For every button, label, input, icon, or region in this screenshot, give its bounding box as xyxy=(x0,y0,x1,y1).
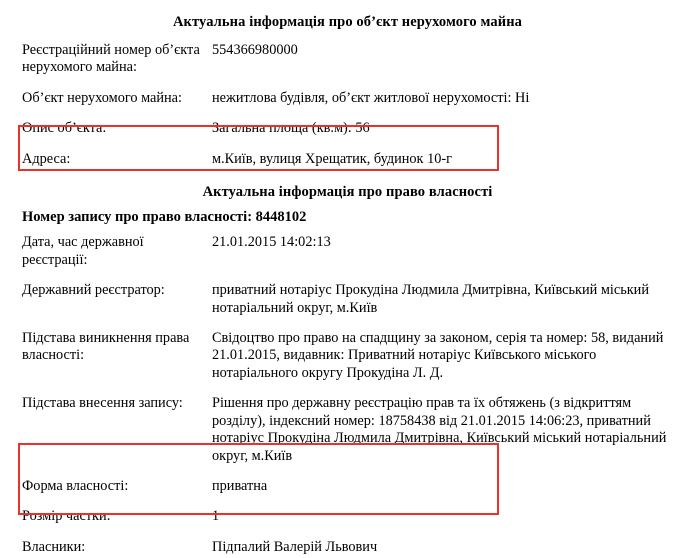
field-label: Державний реєстратор: xyxy=(22,282,165,299)
table-row xyxy=(22,394,673,467)
row-spacer xyxy=(22,109,673,119)
field-label: Об’єкт нерухомого майна: xyxy=(22,89,183,106)
field-label: Реєстраційний номер об’єкта нерухомого майна: xyxy=(22,42,200,76)
row-spacer xyxy=(22,271,673,281)
field-value: 1 xyxy=(212,508,220,525)
section-title-property: Актуальна інформація про об’єкт нерухомого майна xyxy=(172,14,522,30)
table-row xyxy=(22,41,673,79)
field-value: м.Київ, вулиця Хрещатик, будинок 10-г xyxy=(212,150,452,167)
row-spacer xyxy=(22,528,673,538)
field-value: 554366980000 xyxy=(212,42,298,58)
field-label: Розмір частки: xyxy=(22,508,111,525)
ownership-record-number xyxy=(22,209,673,226)
table-row xyxy=(22,281,673,319)
field-label: Власники: xyxy=(22,538,86,555)
table-row xyxy=(22,89,673,109)
record-number-label: Номер запису про право власності: xyxy=(22,209,253,226)
field-value: Свідоцтво про право на спадщину за законом, серія та номер: 58, виданий 21.01.2015, видавник: Приватний нотаріус Київського міського нотаріального округу Прокудіна Л. Д. xyxy=(212,329,664,381)
field-value: приватна xyxy=(212,478,268,494)
table-row xyxy=(22,329,673,384)
row-spacer xyxy=(22,140,673,150)
table-row-highlighted xyxy=(22,119,673,139)
table-row-highlighted xyxy=(22,150,673,170)
field-label: Адреса: xyxy=(22,150,71,167)
row-spacer xyxy=(22,384,673,394)
field-value: 21.01.2015 14:02:13 xyxy=(212,234,331,251)
table-row xyxy=(22,233,673,271)
table-row-highlighted xyxy=(22,477,673,497)
row-spacer xyxy=(22,497,673,507)
section-title-ownership: Актуальна інформація про право власності xyxy=(202,184,493,201)
field-value: Підпалий Валерій Львович xyxy=(212,538,378,555)
row-spacer xyxy=(22,79,673,89)
field-value: Рішення про державну реєстрацію прав та їх обтяжень (з відкриттям розділу), індексний номер: 18758438 від 21.01.2015 14:06:23, приватний нотаріус Прокудіна Людмила Дмитрівна, Київський міський нотаріальний округ, м.Київ xyxy=(212,395,667,464)
property-info-table xyxy=(22,41,673,170)
field-label: Підстава виникнення права власності: xyxy=(22,329,190,364)
table-row-highlighted xyxy=(22,538,673,558)
record-number-value: 8448102 xyxy=(255,209,307,226)
ownership-info-table xyxy=(22,233,673,558)
field-value: приватний нотаріус Прокудіна Людмила Дмитрівна, Київський міський нотаріальний округ, м.Київ xyxy=(212,282,649,316)
field-value: нежитлова будівля, об’єкт житлової нерухомості: Ні xyxy=(212,89,530,106)
field-value: Загальна площа (кв.м): 56 xyxy=(212,120,370,137)
field-label: Опис об’єкта: xyxy=(22,120,107,137)
row-spacer xyxy=(22,319,673,329)
row-spacer xyxy=(22,467,673,477)
field-label: Підстава внесення запису: xyxy=(22,395,183,412)
field-label: Форма власності: xyxy=(22,478,129,494)
field-label: Дата, час державної реєстрації: xyxy=(22,234,144,268)
